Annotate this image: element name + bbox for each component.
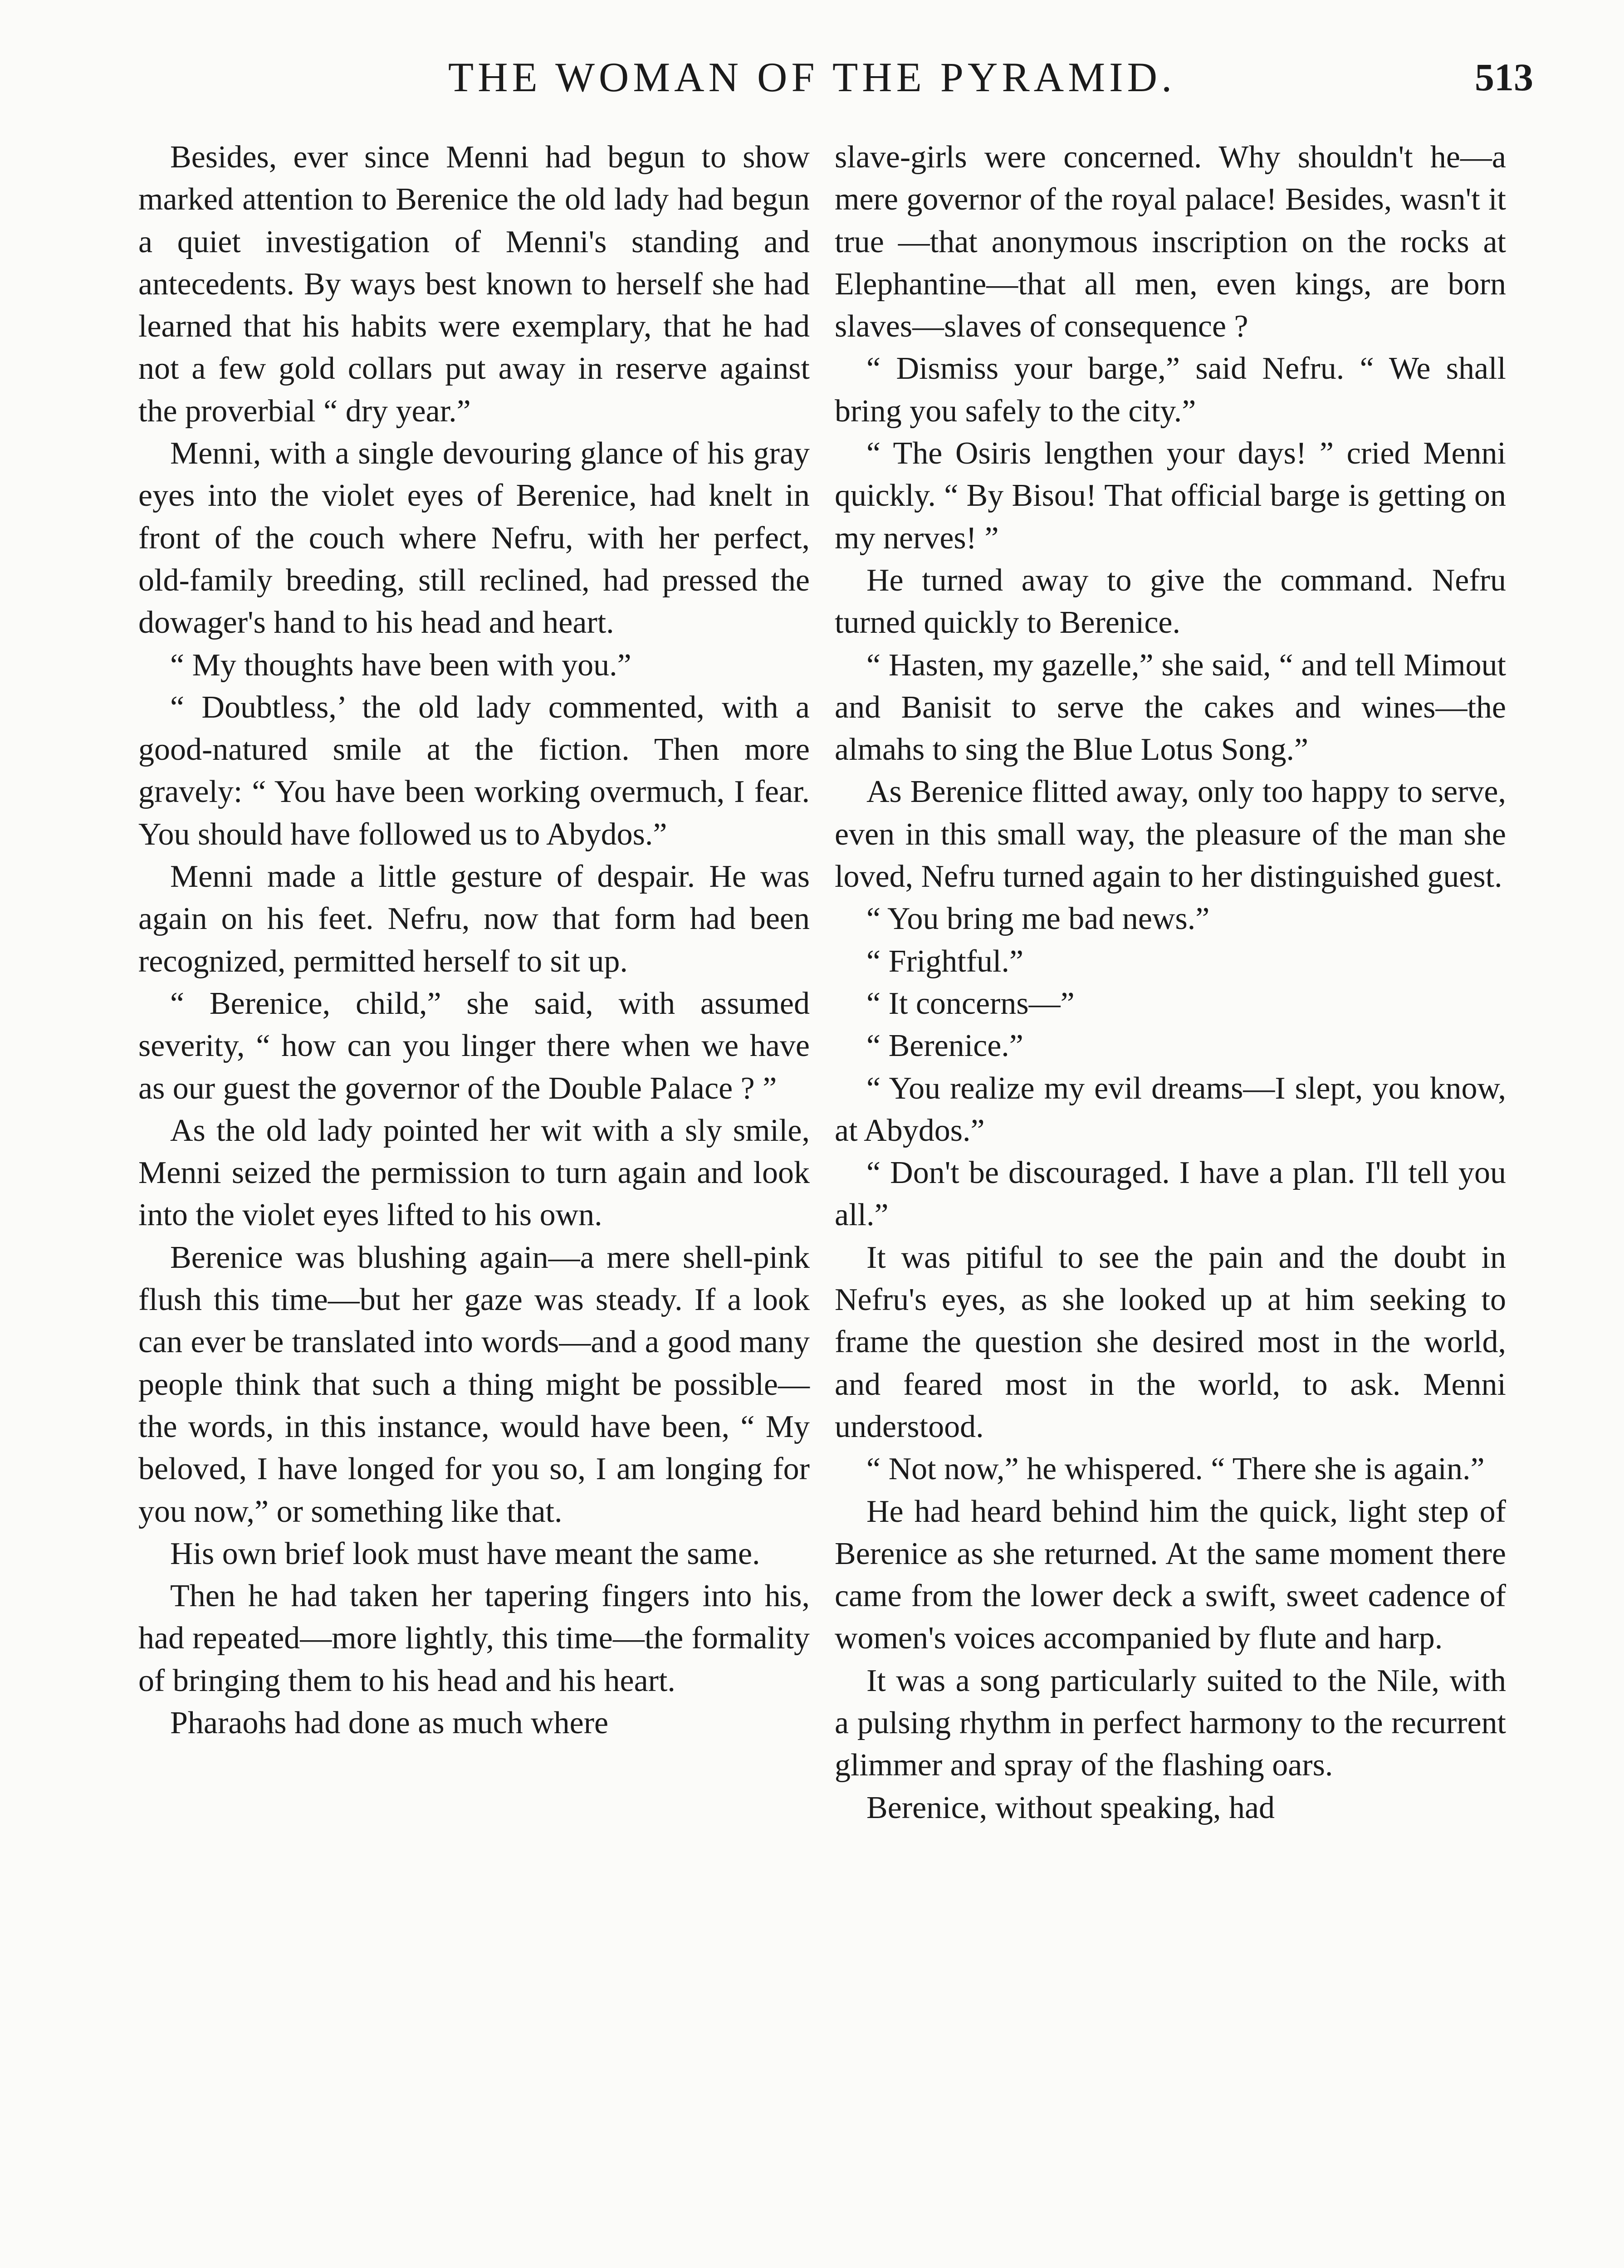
page-header	[0, 43, 1624, 111]
paragraph: “ Not now,” he whispered. “ There she is again.”	[866, 1452, 1485, 1487]
paragraph: “ Dismiss your barge,” said Nefru. “ We shall bring you safely to the city.”	[835, 351, 1506, 429]
paragraph: “ Berenice, child,” she said, with assumed severity, “ how can you linger there when we have as our guest the governor of the Double Palace ? ”	[138, 986, 810, 1106]
paragraph: It was pitiful to see the pain and the doubt in Nefru's eyes, as she looked up at him seeking to frame the question she desired most in the world, and feared most in the world, to ask. Menni understood.	[835, 1240, 1506, 1444]
paragraph: “ It concerns—”	[866, 986, 1075, 1021]
paragraph: “ You realize my evil dreams—I slept, you know, at Abydos.”	[835, 1070, 1506, 1148]
paragraph: “ You bring me bad news.”	[866, 901, 1210, 937]
paragraph: “ Don't be discouraged. I have a plan. I'll tell you all.”	[835, 1155, 1506, 1233]
paragraph: It was a song particularly suited to the Nile, with a pulsing rhythm in perfect harmony to the recurrent glimmer and spray of the flashing oars.	[835, 1663, 1506, 1783]
paragraph: “ Doubtless,’ the old lady commented, with a good-natured smile at the fiction. Then more gravely: “ You have been working overmuch, I fear. You should have followed us to Abydos.”	[138, 689, 810, 852]
paragraph: “ The Osiris lengthen your days! ” cried Menni quickly. “ By Bisou! That official barge is getting on my nerves! ”	[835, 436, 1506, 556]
paragraph: “ Frightful.”	[866, 943, 1024, 979]
continued-paragraph: slave-girls were concerned. Why shouldn't he—a mere governor of the royal palace! Besides, wasn't it true —that anonymous inscription on the rocks at Elephantine—that all men, even kings, are born slaves—slaves of consequence ?	[835, 140, 1506, 344]
right-column	[835, 136, 1506, 1829]
left-column	[138, 136, 810, 1744]
paragraph: Menni made a little gesture of despair. He was again on his feet. Nefru, now that form had been recognized, permitted herself to sit up.	[138, 859, 810, 979]
paragraph: Berenice was blushing again—a mere shell-pink flush this time—but her gaze was steady. If a look can ever be translated into words—and a good many people think that such a thing might be possible—the words, in this instance, would have been, “ My beloved, I have longed for you so, I am longing for you now,” or something like that.	[138, 1240, 810, 1529]
page-number: 513	[1475, 55, 1533, 99]
paragraph: He had heard behind him the quick, light step of Berenice as she returned. At the same moment there came from the lower deck a swift, sweet cadence of women's voices accompanied by flute and harp.	[835, 1494, 1506, 1656]
paragraph: His own brief look must have meant the same.	[170, 1536, 760, 1571]
paragraph: Then he had taken her tapering fingers into his, had repeated—more lightly, this time—the formality of bringing them to his head and his heart.	[138, 1579, 810, 1698]
paragraph: Menni, with a single devouring glance of his gray eyes into the violet eyes of Berenice, had knelt in front of the couch where Nefru, with her perfect, old-family breeding, still reclined, had pressed the dowager's hand to his head and heart.	[138, 436, 810, 640]
paragraph: He turned away to give the command. Nefru turned quickly to Berenice.	[835, 562, 1506, 640]
paragraph: As Berenice flitted away, only too happy to serve, even in this small way, the pleasure of the man she loved, Nefru turned again to her distinguished guest.	[835, 774, 1506, 894]
paragraph: “ My thoughts have been with you.”	[170, 647, 631, 683]
running-head: THE WOMAN OF THE PYRAMID.	[448, 54, 1176, 100]
paragraph: As the old lady pointed her wit with a sly smile, Menni seized the permission to turn again and look into the violet eyes lifted to his own.	[138, 1113, 810, 1233]
paragraph: “ Berenice.”	[866, 1028, 1023, 1064]
paragraph: “ Hasten, my gazelle,” she said, “ and tell Mimout and Banisit to serve the cakes and wines—the almahs to sing the Blue Lotus Song.”	[835, 647, 1506, 767]
paragraph: Pharaohs had done as much where	[170, 1705, 609, 1740]
paragraph: Berenice, without speaking, had	[866, 1790, 1275, 1825]
paragraph: Besides, ever since Menni had begun to show marked attention to Berenice the old lady had begun a quiet investigation of Menni's standing and antecedents. By ways best known to herself she had learned that his habits were exemplary, that he had not a few gold collars put away in reserve against the proverbial “ dry year.”	[138, 140, 810, 429]
